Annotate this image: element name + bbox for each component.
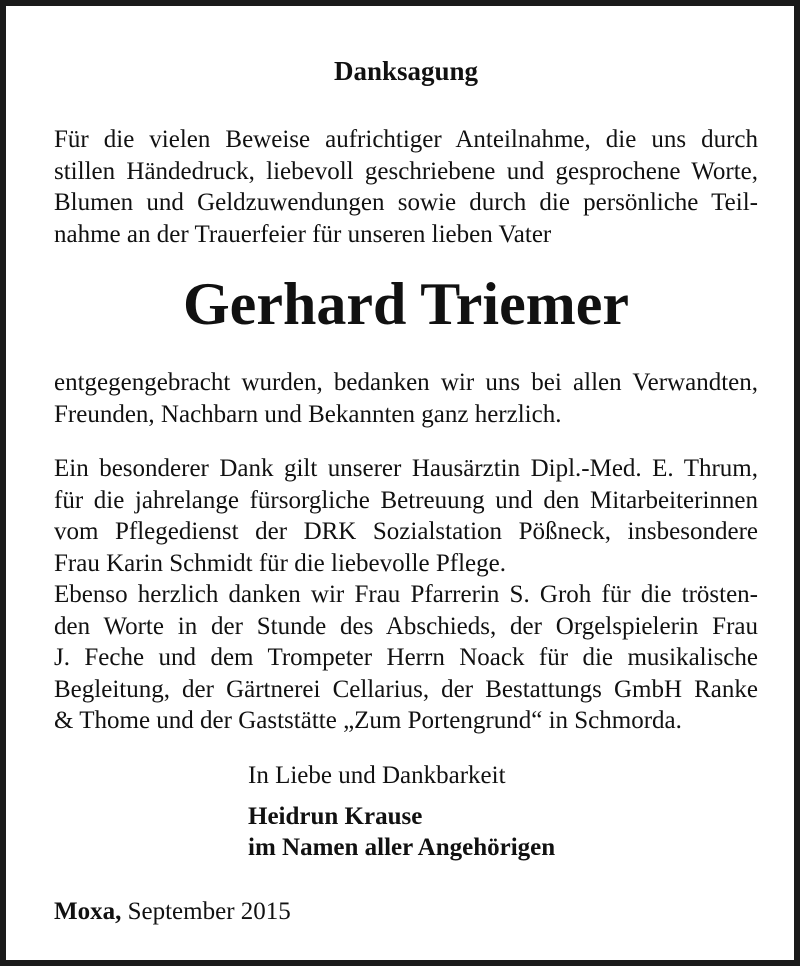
special-line: Ebenso herzlich danken wir Frau Pfarrerin S. Groh für die trösten- [54, 581, 758, 608]
signer-note: im Namen aller Angehörigen [248, 834, 556, 861]
signer-name: Heidrun Krause [248, 803, 423, 830]
special-thanks-paragraph [54, 453, 758, 737]
special-line: & Thome und der Gaststätte „Zum Portengrund“ in Schmorda. [54, 707, 682, 734]
intro-line: Für die vielen Beweise aufrichtiger Anteilnahme, die uns durch [54, 126, 758, 153]
notice-title: Danksagung [333, 56, 479, 86]
intro-line: nahme an der Trauerfeier für unseren lieben Vater [54, 220, 552, 248]
thanks-line: entgegengebracht wurden, bedanken wir uns bei allen Verwandten, [54, 369, 758, 396]
deceased-name: Gerhard Triemer [183, 271, 629, 337]
place-date [54, 896, 291, 928]
special-line: Begleitung, der Gärtnerei Cellarius, der Bestattungs GmbH Ranke [54, 675, 758, 703]
special-line: für die jahrelange fürsorgliche Betreuung und den Mitarbeiterinnen [54, 486, 758, 514]
special-line: Frau Karin Schmidt für die liebevolle Pflege. [54, 549, 506, 577]
date: September 2015 [127, 898, 291, 925]
special-line: Ein besonderer Dank gilt unserer Hausärztin Dipl.-Med. E. Thrum, [54, 455, 758, 482]
place: Moxa, [54, 898, 122, 925]
thanks-line: Freunden, Nachbarn und Bekannten ganz herzlich. [54, 400, 562, 428]
special-line: den Worte in der Stunde des Abschieds, der Orgelspielerin Frau [54, 612, 758, 640]
special-line: J. Feche und dem Trompeter Herrn Noack für die musikalische [54, 644, 758, 671]
special-line: vom Pflegedienst der DRK Sozialstation Pößneck, insbesondere [54, 518, 758, 545]
intro-paragraph [54, 124, 758, 250]
closing-phrase: In Liebe und Dankbarkeit [248, 762, 506, 789]
intro-line: stillen Händedruck, liebevoll geschriebene und gesprochene Worte, [54, 157, 758, 185]
thanks-paragraph [54, 367, 758, 430]
intro-line: Blumen und Geldzuwendungen sowie durch die persönliche Teil- [54, 189, 758, 216]
